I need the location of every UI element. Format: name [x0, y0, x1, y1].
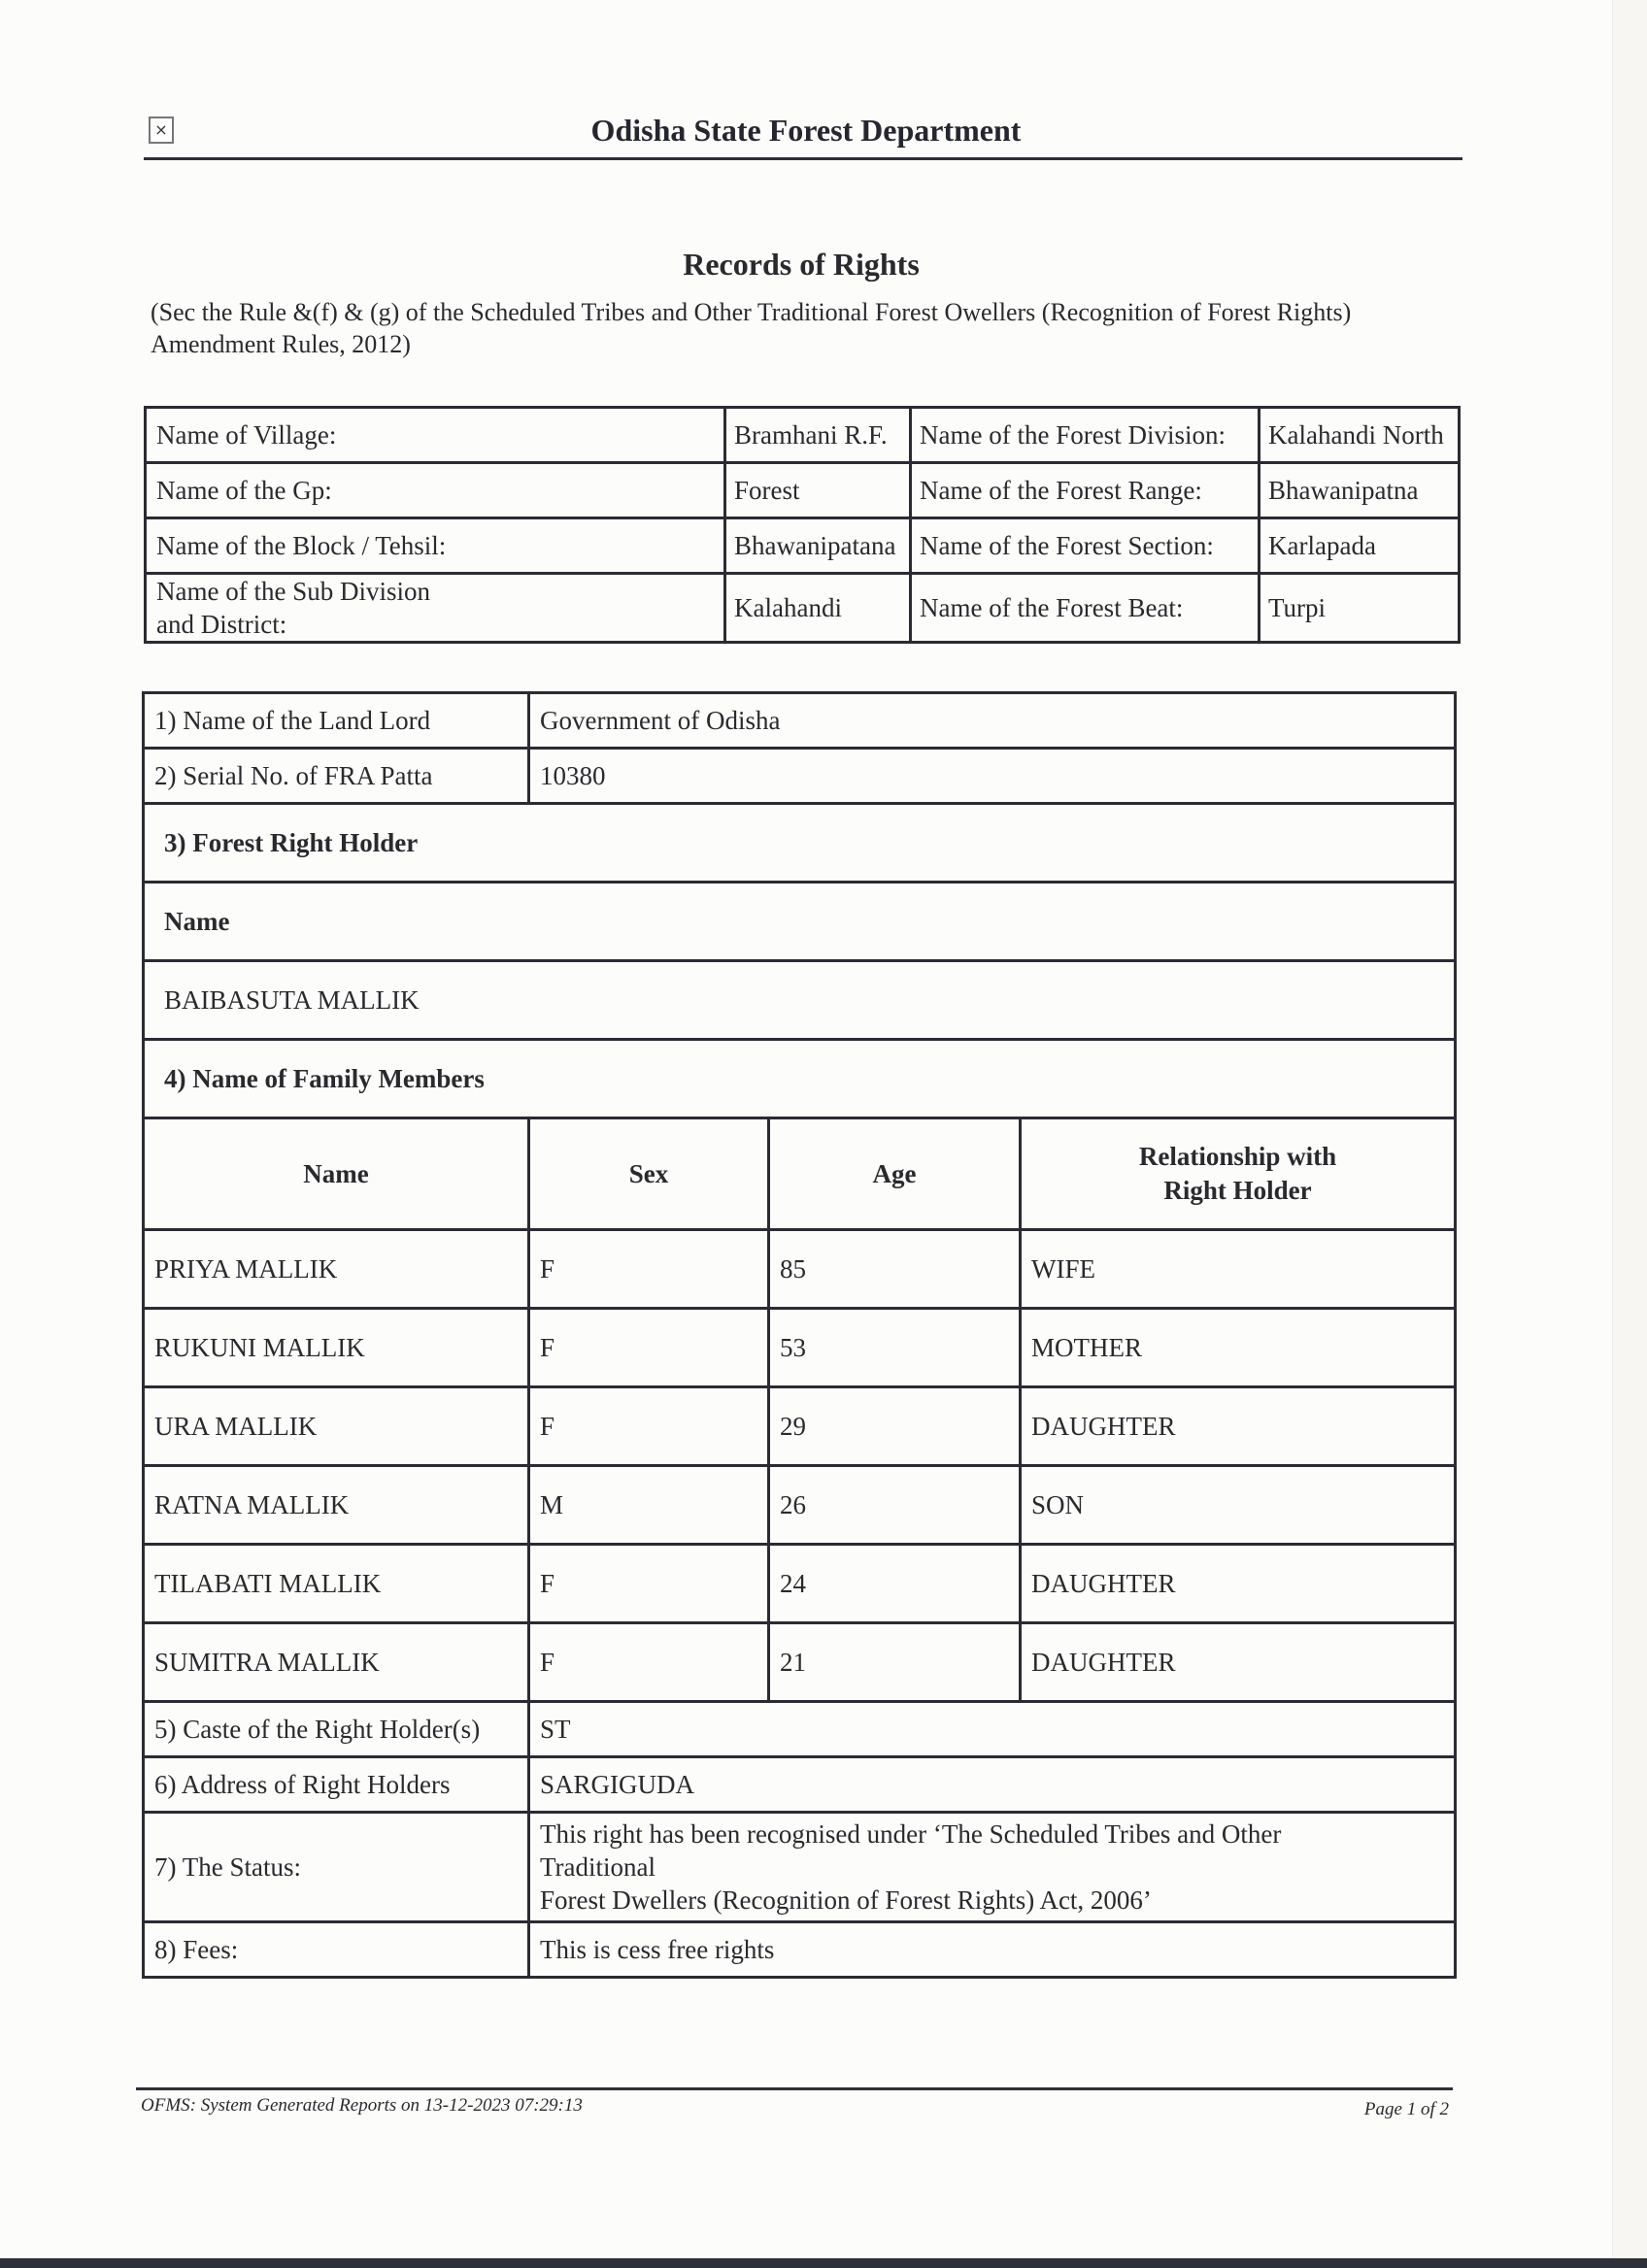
location-row [146, 463, 1460, 518]
status-line: Traditional [540, 1852, 656, 1882]
member-relationship: WIFE [1021, 1230, 1456, 1309]
family-member-row [144, 1545, 1456, 1623]
member-relationship: DAUGHTER [1021, 1545, 1456, 1623]
status-row [144, 1813, 1456, 1922]
fees-value: This is cess free rights [529, 1922, 1456, 1978]
subdivision-label [146, 574, 725, 643]
footer-divider [136, 2087, 1453, 2090]
holder-name-row [144, 961, 1456, 1040]
land-lord-label: 1) Name of the Land Lord [144, 693, 529, 749]
address-label: 6) Address of Right Holders [144, 1757, 529, 1813]
forest-division-value: Kalahandi North [1260, 408, 1460, 463]
family-header-row [144, 1118, 1456, 1230]
location-row [146, 408, 1460, 463]
status-line: This right has been recognised under ‘The Scheduled Tribes and Other [540, 1819, 1282, 1849]
serial-label: 2) Serial No. of FRA Patta [144, 749, 529, 804]
page-edge-shade [1612, 0, 1647, 2268]
status-value [529, 1813, 1456, 1922]
member-name: RUKUNI MALLIK [144, 1309, 529, 1387]
holder-section-heading: 3) Forest Right Holder [144, 804, 1456, 883]
generated-timestamp: OFMS: System Generated Reports on 13-12-2023 07:29:13 [141, 2095, 583, 2116]
fees-row [144, 1922, 1456, 1978]
document-title: Records of Rights [683, 247, 920, 282]
family-member-row [144, 1387, 1456, 1466]
family-member-row [144, 1466, 1456, 1545]
member-sex: F [529, 1387, 769, 1466]
member-name: SUMITRA MALLIK [144, 1623, 529, 1702]
forest-section-label: Name of the Forest Section: [911, 518, 1260, 574]
forest-range-label: Name of the Forest Range: [911, 463, 1260, 518]
broken-image-icon: × [149, 117, 174, 144]
caste-value: ST [529, 1702, 1456, 1757]
member-name: PRIYA MALLIK [144, 1230, 529, 1309]
member-sex: M [529, 1466, 769, 1545]
caste-row [144, 1702, 1456, 1757]
land-lord-row [144, 693, 1456, 749]
member-sex: F [529, 1230, 769, 1309]
member-age: 21 [769, 1623, 1021, 1702]
family-member-row [144, 1230, 1456, 1309]
family-header-age: Age [769, 1118, 1021, 1230]
department-title: Odisha State Forest Department [590, 113, 1022, 148]
family-header-relationship [1021, 1118, 1456, 1230]
member-relationship: DAUGHTER [1021, 1623, 1456, 1702]
location-row [146, 518, 1460, 574]
status-label: 7) The Status: [144, 1813, 529, 1922]
member-age: 26 [769, 1466, 1021, 1545]
family-header-relationship-text: Relationship with Right Holder [1138, 1142, 1337, 1205]
holder-name-label: Name [144, 883, 1456, 961]
village-label: Name of Village: [146, 408, 725, 463]
holder-section-row [144, 804, 1456, 883]
member-name: URA MALLIK [144, 1387, 529, 1466]
member-sex: F [529, 1545, 769, 1623]
family-section-row [144, 1040, 1456, 1118]
member-relationship: MOTHER [1021, 1309, 1456, 1387]
forest-section-value: Karlapada [1260, 518, 1460, 574]
member-sex: F [529, 1623, 769, 1702]
address-value: SARGIGUDA [529, 1757, 1456, 1813]
village-value: Bramhani R.F. [725, 408, 911, 463]
block-label: Name of the Block / Tehsil: [146, 518, 725, 574]
serial-row [144, 749, 1456, 804]
member-relationship: DAUGHTER [1021, 1387, 1456, 1466]
serial-value: 10380 [529, 749, 1456, 804]
location-table [144, 406, 1461, 644]
scan-edge [0, 2258, 1647, 2268]
address-row [144, 1757, 1456, 1813]
family-header-sex: Sex [529, 1118, 769, 1230]
fees-label: 8) Fees: [144, 1922, 529, 1978]
block-value: Bhawanipatana [725, 518, 911, 574]
member-name: RATNA MALLIK [144, 1466, 529, 1545]
member-age: 24 [769, 1545, 1021, 1623]
member-relationship: SON [1021, 1466, 1456, 1545]
member-age: 53 [769, 1309, 1021, 1387]
document-subtitle: (Sec the Rule &(f) & (g) of the Scheduled Tribes and Other Traditional Forest Owellers (Recognition of Forest Rights) Amendment Rules, 2012) [151, 298, 1352, 358]
record-table [142, 691, 1457, 1979]
subdivision-label-text: Name of the Sub Division and District: [156, 577, 430, 639]
page-number: Page 1 of 2 [1363, 2099, 1449, 2119]
family-section-heading: 4) Name of Family Members [144, 1040, 1456, 1118]
subdivision-value: Kalahandi [725, 574, 911, 643]
family-member-row [144, 1309, 1456, 1387]
family-header-name: Name [144, 1118, 529, 1230]
forest-range-value: Bhawanipatna [1260, 463, 1460, 518]
member-age: 29 [769, 1387, 1021, 1466]
member-age: 85 [769, 1230, 1021, 1309]
land-lord-value: Government of Odisha [529, 693, 1456, 749]
gp-value: Forest [725, 463, 911, 518]
forest-division-label: Name of the Forest Division: [911, 408, 1260, 463]
forest-beat-value: Turpi [1260, 574, 1460, 643]
holder-name-label-row [144, 883, 1456, 961]
member-name: TILABATI MALLIK [144, 1545, 529, 1623]
location-row [146, 574, 1460, 643]
caste-label: 5) Caste of the Right Holder(s) [144, 1702, 529, 1757]
family-member-row [144, 1623, 1456, 1702]
status-line: Forest Dwellers (Recognition of Forest Rights) Act, 2006’ [540, 1885, 1152, 1915]
gp-label: Name of the Gp: [146, 463, 725, 518]
member-sex: F [529, 1309, 769, 1387]
header-divider [144, 157, 1462, 160]
holder-name-value: BAIBASUTA MALLIK [144, 961, 1456, 1040]
forest-beat-label: Name of the Forest Beat: [911, 574, 1260, 643]
